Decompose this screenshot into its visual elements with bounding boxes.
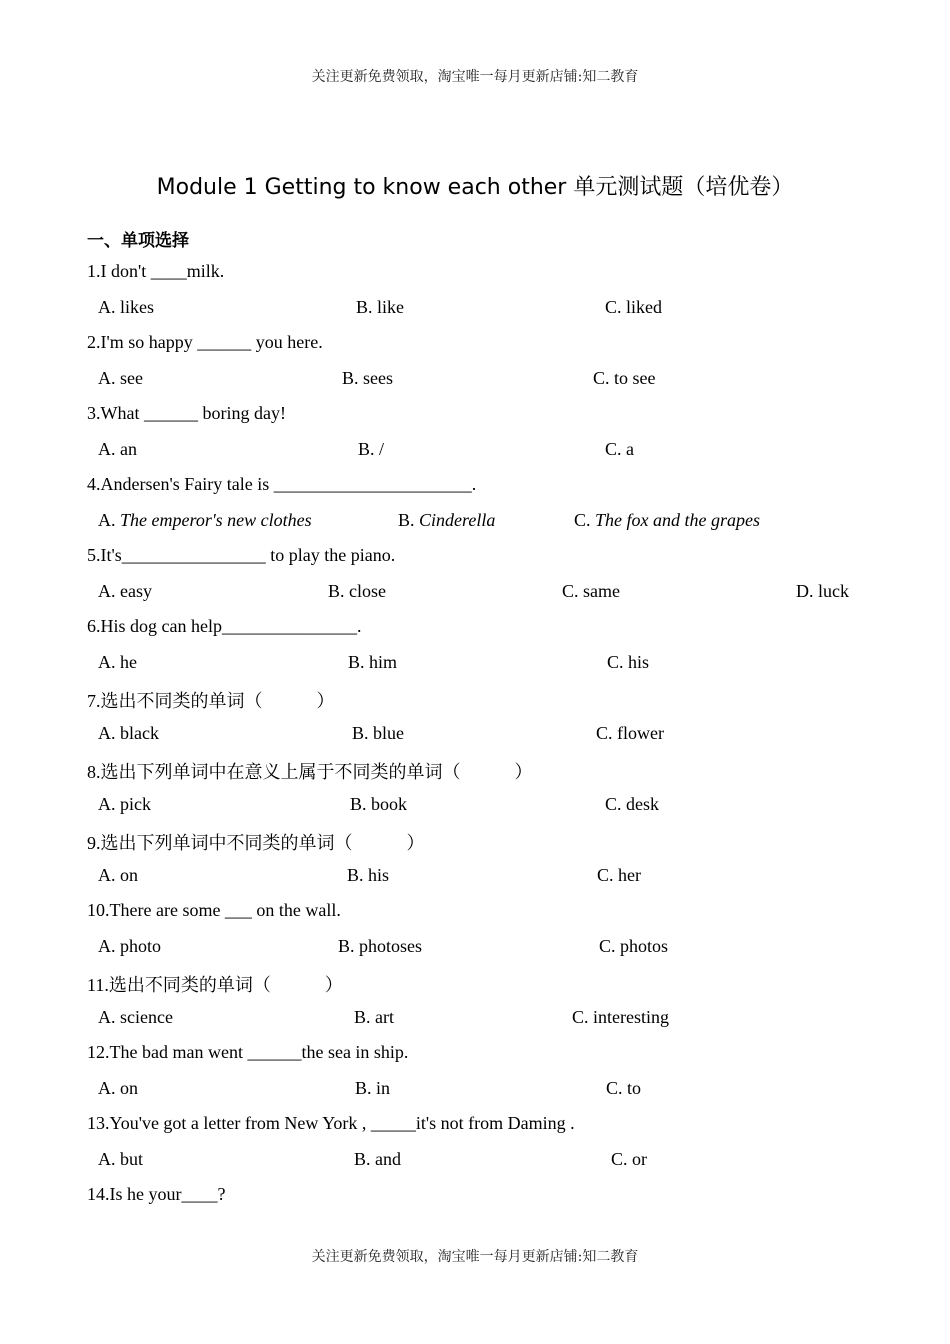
option-8b: B. book xyxy=(350,794,408,814)
option-3c: C. a xyxy=(605,439,635,459)
option-8a: A. pick xyxy=(98,794,151,814)
option-6b: B. him xyxy=(348,652,398,672)
option-3b: B. / xyxy=(358,439,385,459)
option-1b: B. like xyxy=(356,297,405,317)
option-4b: B. Cinderella xyxy=(398,510,496,530)
question-2: 2.I'm so happy ______ you here. xyxy=(87,332,323,352)
question-13: 13.You've got a letter from New York , _____it's not from Daming . xyxy=(87,1113,575,1133)
option-2a: A. see xyxy=(98,368,143,388)
option-10c: C. photos xyxy=(599,936,669,956)
option-5b: B. close xyxy=(328,581,386,601)
option-9c: C. her xyxy=(597,865,641,885)
option-5c: C. same xyxy=(562,581,620,601)
option-9b: B. his xyxy=(347,865,390,885)
option-1a: A. likes xyxy=(98,297,154,317)
option-7c: C. flower xyxy=(596,723,664,743)
option-9a: A. on xyxy=(98,865,138,885)
option-7b: B. blue xyxy=(352,723,405,743)
option-5d: D. luck xyxy=(796,581,849,601)
option-1c: C. liked xyxy=(605,297,663,317)
option-2c: C. to see xyxy=(593,368,656,388)
option-10a: A. photo xyxy=(98,936,162,956)
page-footer: 关注更新免费领取，淘宝唯一每月更新店铺:知二教育 xyxy=(311,1249,639,1265)
question-6: 6.His dog can help_______________. xyxy=(87,616,362,636)
question-14: 14.Is he your____? xyxy=(87,1184,226,1204)
option-12b: B. in xyxy=(355,1078,391,1098)
option-7a: A. black xyxy=(98,723,159,743)
question-7: 7.选出不同类的单词（ ） xyxy=(87,691,335,711)
option-11a: A. science xyxy=(98,1007,173,1027)
option-11c: C. interesting xyxy=(572,1007,669,1027)
option-13b: B. and xyxy=(354,1149,402,1169)
question-4: 4.Andersen's Fairy tale is ______________________. xyxy=(87,474,477,494)
question-11: 11.选出不同类的单词（ ） xyxy=(87,975,343,995)
option-2b: B. sees xyxy=(342,368,394,388)
page-header: 关注更新免费领取，淘宝唯一每月更新店铺:知二教育 xyxy=(311,69,639,85)
option-5a: A. easy xyxy=(98,581,152,601)
question-12: 12.The bad man went ______the sea in ship. xyxy=(87,1042,409,1062)
option-10b: B. photoses xyxy=(338,936,423,956)
option-8c: C. desk xyxy=(605,794,660,814)
question-10: 10.There are some ___ on the wall. xyxy=(87,900,341,920)
option-4a: A. The emperor's new clothes xyxy=(98,510,312,530)
question-9: 9.选出下列单词中不同类的单词（ ） xyxy=(87,833,425,853)
option-6a: A. he xyxy=(98,652,137,672)
option-6c: C. his xyxy=(607,652,650,672)
option-13a: A. but xyxy=(98,1149,144,1169)
option-13c: C. or xyxy=(611,1149,648,1169)
document-title: Module 1 Getting to know each other 单元测试题（培优卷） xyxy=(156,175,794,200)
option-3a: A. an xyxy=(98,439,137,459)
question-3: 3.What ______ boring day! xyxy=(87,403,286,423)
question-5: 5.It's________________ to play the piano. xyxy=(87,545,396,565)
option-4c: C. The fox and the grapes xyxy=(574,510,760,530)
question-1: 1.I don't ____milk. xyxy=(87,261,225,281)
section-heading: 一、单项选择 xyxy=(87,231,189,251)
option-11b: B. art xyxy=(354,1007,394,1027)
question-8: 8.选出下列单词中在意义上属于不同类的单词（ ） xyxy=(87,762,533,782)
option-12c: C. to xyxy=(606,1078,642,1098)
option-12a: A. on xyxy=(98,1078,138,1098)
